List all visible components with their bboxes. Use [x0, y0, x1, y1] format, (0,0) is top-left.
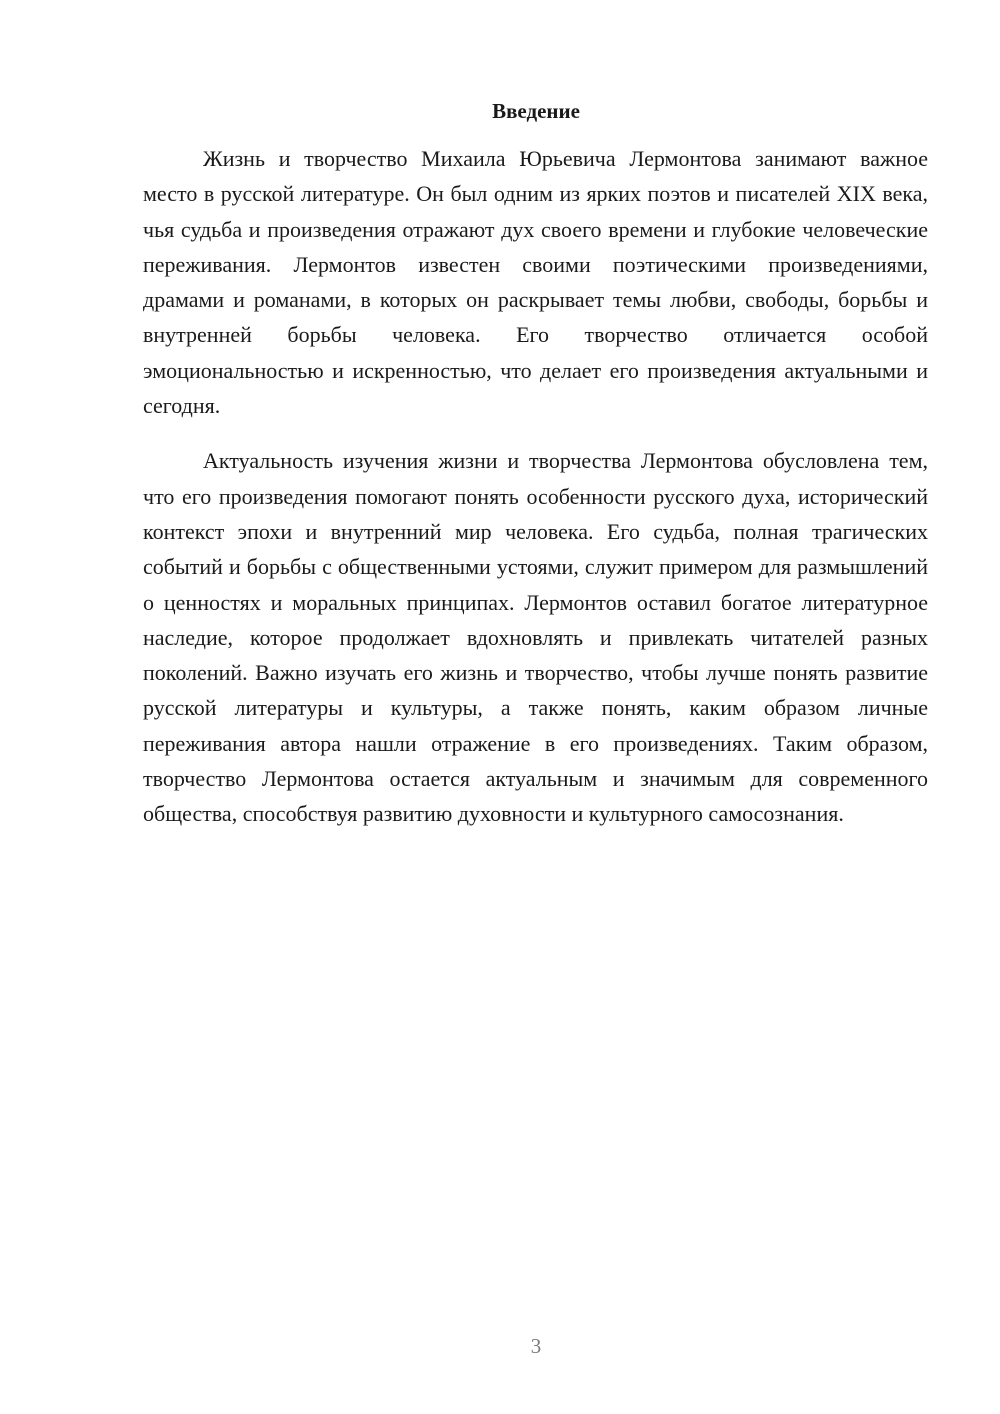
paragraph-intro: Жизнь и творчество Михаила Юрьевича Лермонтова занимают важное место в русской литературе. Он был одним из ярких поэтов и писателей XIX века, чья судьба и произведения отражают дух своего времени и глубокие человеческие переживания. Лермонтов известен своими поэтическими произведениями, драмами и романами, в которых он раскрывает темы любви, свободы, борьбы и внутренней борьбы человека. Его творчество отличается особой эмоциональностью и искренностью, что делает его произведения актуальными и сегодня. [143, 146, 928, 419]
section-heading: Введение [492, 99, 580, 123]
page-number: 3 [530, 1334, 542, 1358]
paragraph-relevance: Актуальность изучения жизни и творчества Лермонтова обусловлена тем, что его произведения помогают понять особенности русского духа, исторический контекст эпохи и внутренний мир человека. Его судьба, полная трагических событий и борьбы с общественными устоями, служит примером для размышлений о ценностях и моральных принципах. Лермонтов оставил богатое литературное наследие, которое продолжает вдохновлять и привлекать читателей разных поколений. Важно изучать его жизнь и творчество, чтобы лучше понять развитие русской литературы и культуры, а также понять, каким образом личные переживания автора нашли отражение в его произведениях. Таким образом, творчество Лермонтова остается актуальным и значимым для современного общества, способствуя развитию духовности и культурного самосознания. [143, 448, 928, 827]
body-text [143, 141, 928, 832]
